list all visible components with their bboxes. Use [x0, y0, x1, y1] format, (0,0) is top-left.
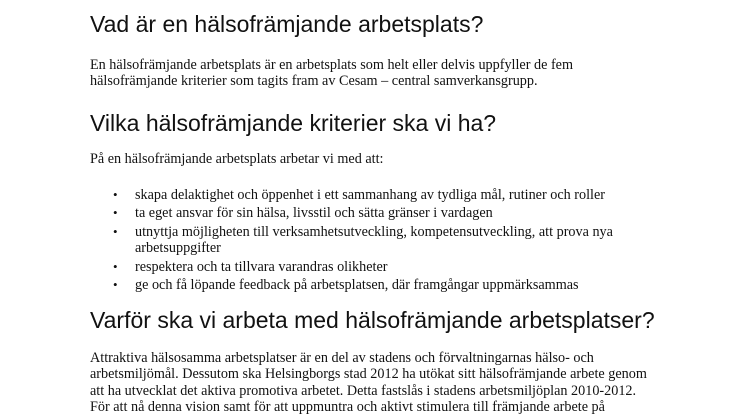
paragraph-line: arbetsmiljömål. Dessutom ska Helsingborgs stad 2012 ha utökat sitt hälsofrämjande arbete genom: [90, 366, 647, 383]
list-item: [113, 277, 713, 293]
bullet-icon: •: [113, 223, 118, 239]
paragraph-what-is: [90, 57, 730, 90]
list-item-text: ta eget ansvar för sin hälsa, livsstil och sätta gränser i vardagen: [135, 205, 493, 222]
heading-why: Varför ska vi arbeta med hälsofrämjande arbetsplatser?: [90, 307, 655, 333]
list-item-text: ge och få löpande feedback på arbetsplatsen, där framgångar uppmärksammas: [135, 277, 579, 294]
list-item-text: respektera och ta tillvara varandras olikheter: [135, 258, 388, 275]
paragraph-line: Attraktiva hälsosamma arbetsplatser är en del av stadens och förvaltningarnas hälso- och: [90, 350, 594, 366]
heading-criteria: Vilka hälsofrämjande kriterier ska vi ha?: [90, 110, 497, 136]
bullet-icon: •: [113, 205, 118, 221]
criteria-list: [113, 187, 713, 296]
bullet-icon: •: [113, 187, 118, 202]
paragraph-criteria-intro: På en hälsofrämjande arbetsplats arbetar vi med att:: [90, 151, 384, 167]
paragraph-line: hälsofrämjande kriterier som tagits fram av Cesam – central samverkansgrupp.: [90, 73, 538, 90]
paragraph-line: att ha utvecklat det aktiva promotiva arbetet. Detta fastslås i stadens arbetsmiljöplan 2010-2012.: [90, 382, 637, 399]
list-item: [113, 205, 713, 221]
heading-what-is: Vad är en hälsofrämjande arbetsplats?: [90, 11, 484, 37]
bullet-icon: •: [113, 258, 118, 274]
list-item-text: arbetsuppgifter: [135, 240, 221, 257]
list-item: [113, 224, 713, 257]
list-item: [113, 187, 713, 203]
paragraph-why: [90, 350, 740, 415]
list-item-text: utnyttja möjligheten till verksamhetsutveckling, kompetensutveckling, att prova nya: [135, 223, 613, 240]
paragraph-line: För att nå denna vision samt för att uppmuntra och aktivt stimulera till främjande arbete på: [90, 398, 605, 415]
paragraph-line: En hälsofrämjande arbetsplats är en arbetsplats som helt eller delvis uppfyller de fem: [90, 57, 573, 73]
list-item: [113, 259, 713, 275]
list-item-text: skapa delaktighet och öppenhet i ett sammanhang av tydliga mål, rutiner och roller: [135, 187, 606, 203]
bullet-icon: •: [113, 277, 118, 293]
